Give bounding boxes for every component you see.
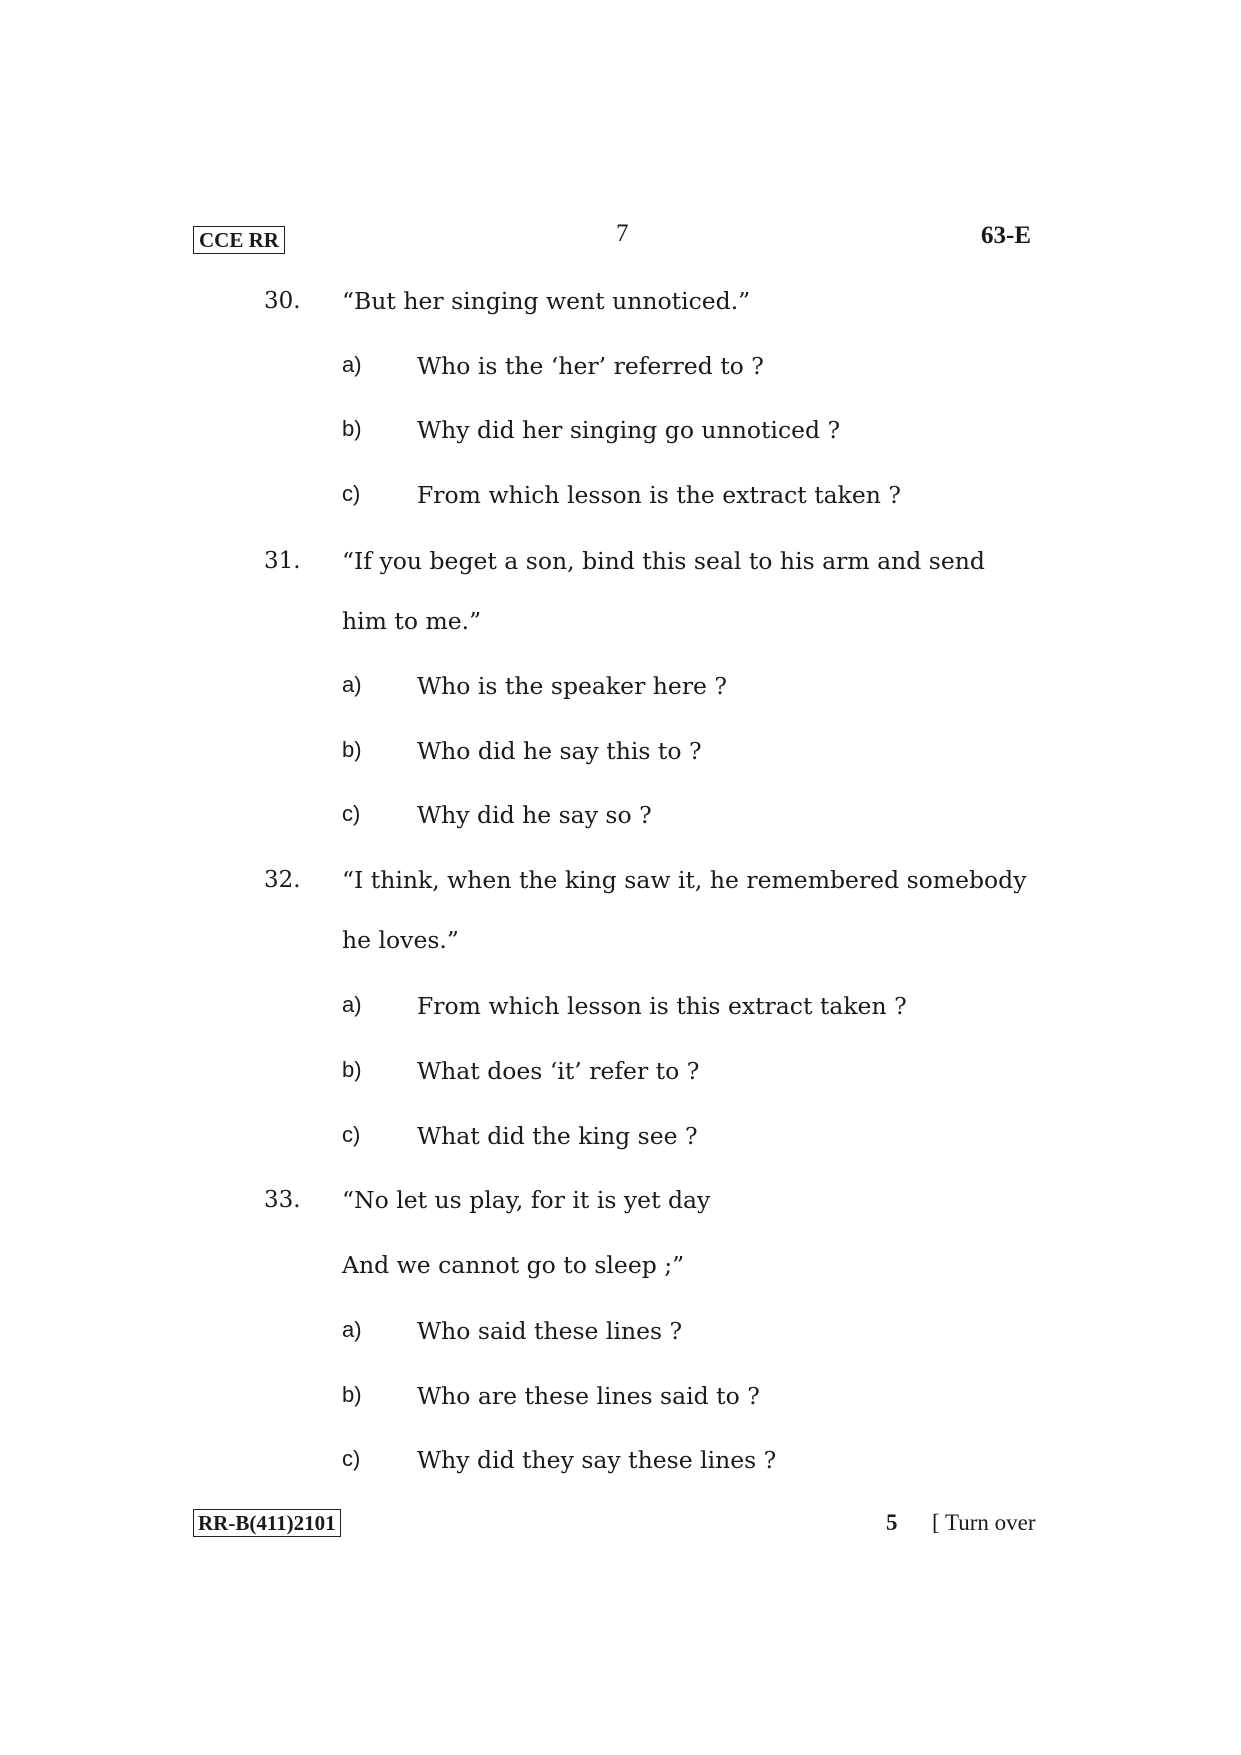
sub-text: Why did they say these lines ? (417, 1446, 777, 1474)
sub-text: What did the king see ? (417, 1122, 698, 1150)
question-number: 30. (264, 288, 301, 314)
question-number: 31. (264, 548, 301, 574)
booklet-code-box: RR-B(411)2101 (193, 1509, 341, 1537)
sub-text: Who are these lines said to ? (417, 1382, 760, 1410)
question-quote-line-2: And we cannot go to sleep ;” (342, 1251, 685, 1279)
sub-label: c) (342, 1446, 361, 1471)
sub-text: Who said these lines ? (417, 1317, 683, 1345)
sub-label: c) (342, 801, 361, 826)
series-code-box: CCE RR (193, 226, 285, 254)
sub-label: a) (342, 1317, 362, 1342)
sub-text: Who is the ‘her’ referred to ? (417, 352, 764, 380)
turn-over-note: [ Turn over (932, 1510, 1036, 1535)
sub-text: Who is the speaker here ? (417, 672, 728, 700)
question-quote-line-2: him to me.” (342, 607, 482, 635)
sub-label: a) (342, 352, 362, 377)
sub-label: b) (342, 1057, 362, 1082)
question-quote-line-2: he loves.” (342, 926, 459, 954)
sub-text: Why did her singing go unnoticed ? (417, 416, 841, 444)
sub-text: Why did he say so ? (417, 801, 652, 829)
sub-label: b) (342, 1382, 362, 1407)
paper-code: 63-E (981, 222, 1031, 249)
question-number: 32. (264, 867, 301, 893)
sub-text: From which lesson is the extract taken ? (417, 481, 901, 509)
question-quote: “But her singing went unnoticed.” (342, 287, 751, 315)
question-quote-line-1: “No let us play, for it is yet day (342, 1186, 711, 1214)
question-number: 33. (264, 1187, 301, 1213)
sub-label: c) (342, 481, 361, 506)
sub-text: From which lesson is this extract taken ? (417, 992, 907, 1020)
question-quote-line-1: “If you beget a son, bind this seal to his arm and send (342, 547, 985, 575)
page-number: 7 (616, 220, 629, 247)
question-quote-line-1: “I think, when the king saw it, he remembered somebody (342, 866, 1027, 894)
sub-label: c) (342, 1122, 361, 1147)
sub-label: a) (342, 672, 362, 697)
sub-label: b) (342, 737, 362, 762)
sub-label: b) (342, 416, 362, 441)
sheet-number: 5 (886, 1510, 898, 1535)
sub-text: Who did he say this to ? (417, 737, 702, 765)
sub-label: a) (342, 992, 362, 1017)
sub-text: What does ‘it’ refer to ? (417, 1057, 700, 1085)
